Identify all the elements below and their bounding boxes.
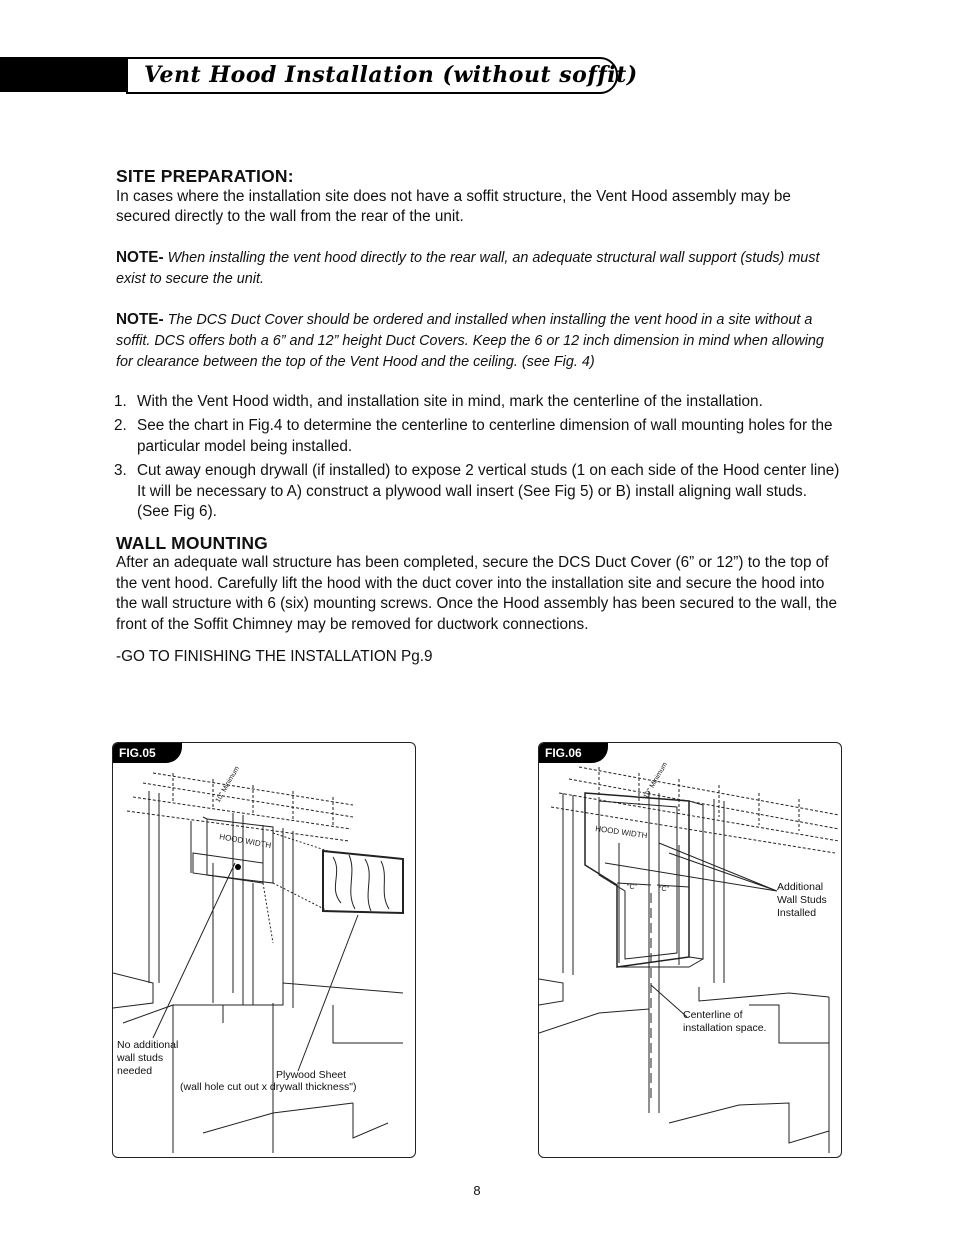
- note-1-text: When installing the vent hood directly to the rear wall, an adequate structural wall support (studs) must exist to secure the unit.: [116, 249, 820, 287]
- fig05-hood-width-label: HOOD WIDTH: [218, 832, 272, 851]
- fig06-callout-studs: Additional Wall Studs Installed: [777, 881, 827, 919]
- fig05-centerline-dot: [235, 864, 241, 870]
- fig05-minimum-label: 10" Minimum: [214, 765, 242, 804]
- fig06-minimum-label: 10" Minimum: [642, 761, 670, 800]
- site-preparation-heading: SITE PREPARATION:: [116, 166, 294, 186]
- note-1-label: NOTE-: [116, 248, 164, 266]
- page-number: 8: [473, 1183, 481, 1198]
- fig06-callout-centerline: Centerline of installation space.: [683, 1009, 767, 1034]
- note-2-text: The DCS Duct Cover should be ordered and installed when installing the vent hood in a site without a soffit. DCS offers both a 6” and 12” height Duct Covers. Keep the 6 or 12 inch dimension in mind when allowing for clearance between the top of the Vent Hood and the ceiling. (see Fig. 4): [116, 311, 824, 370]
- wall-mounting-heading: WALL MOUNTING: [116, 532, 268, 553]
- fig05-callout-no-studs: No additional wall studs needed: [117, 1039, 179, 1077]
- steps-list: [116, 392, 840, 523]
- fig06-hood-width-label: HOOD WIDTH: [594, 824, 648, 841]
- step-text: See the chart in Fig.4 to determine the centerline to centerline dimension of wall mounting holes for the particular model being installed.: [137, 417, 833, 455]
- figure-06: [538, 742, 842, 1158]
- step-number: 1.: [114, 392, 127, 410]
- figure-05: [112, 742, 416, 1158]
- figure-06-drawing: [539, 743, 841, 1157]
- figure-05-drawing: [113, 743, 415, 1157]
- step-text: With the Vent Hood width, and installation site in mind, mark the centerline of the installation.: [137, 392, 763, 410]
- note-2-label: NOTE-: [116, 310, 164, 328]
- step-text: Cut away enough drywall (if installed) to expose 2 vertical studs (1 on each side of the Hood center line) It will be necessary to A) construct a plywood wall insert (See Fig 5) or B) install aligning wall studs. (See Fig 6).: [137, 462, 840, 520]
- step-number: 2.: [114, 417, 127, 434]
- fig06-c-mark-right: "C": [659, 886, 670, 893]
- step-number: 3.: [114, 462, 127, 479]
- fig06-c-mark-left: "C": [627, 884, 638, 891]
- list-item: [116, 416, 840, 457]
- note-2: [116, 309, 840, 373]
- wall-mounting-body: After an adequate wall structure has been completed, secure the DCS Duct Cover (6” or 12”) to the top of the vent hood. Carefully lift the hood with the duct cover into the installation site and secure the hood into the wall structure with 6 (six) mounting screws. Once the Hood assembly has been secured to the wall, the front of the Soffit Chimney may be removed for ductwork connections.: [116, 554, 837, 633]
- fig06-tab: FIG.06: [539, 743, 608, 763]
- goto-instruction: -GO TO FINISHING THE INSTALLATION Pg.9: [116, 648, 433, 665]
- page-title: Vent Hood Installation (without soffit): [144, 62, 638, 88]
- header-black-bar: [0, 57, 130, 92]
- fig05-callout-plywood-detail: (wall hole cut out x drywall thickness"): [180, 1081, 357, 1093]
- main-content: [116, 166, 840, 668]
- list-item: [116, 392, 840, 413]
- list-item: [116, 461, 840, 523]
- fig05-callout-plywood-title: Plywood Sheet: [276, 1069, 347, 1081]
- note-1: [116, 247, 840, 290]
- site-preparation-intro: In cases where the installation site does not have a soffit structure, the Vent Hood assembly may be secured directly to the wall from the rear of the unit.: [116, 187, 791, 225]
- header-title-box: [126, 57, 638, 94]
- fig05-tab: FIG.05: [113, 743, 182, 763]
